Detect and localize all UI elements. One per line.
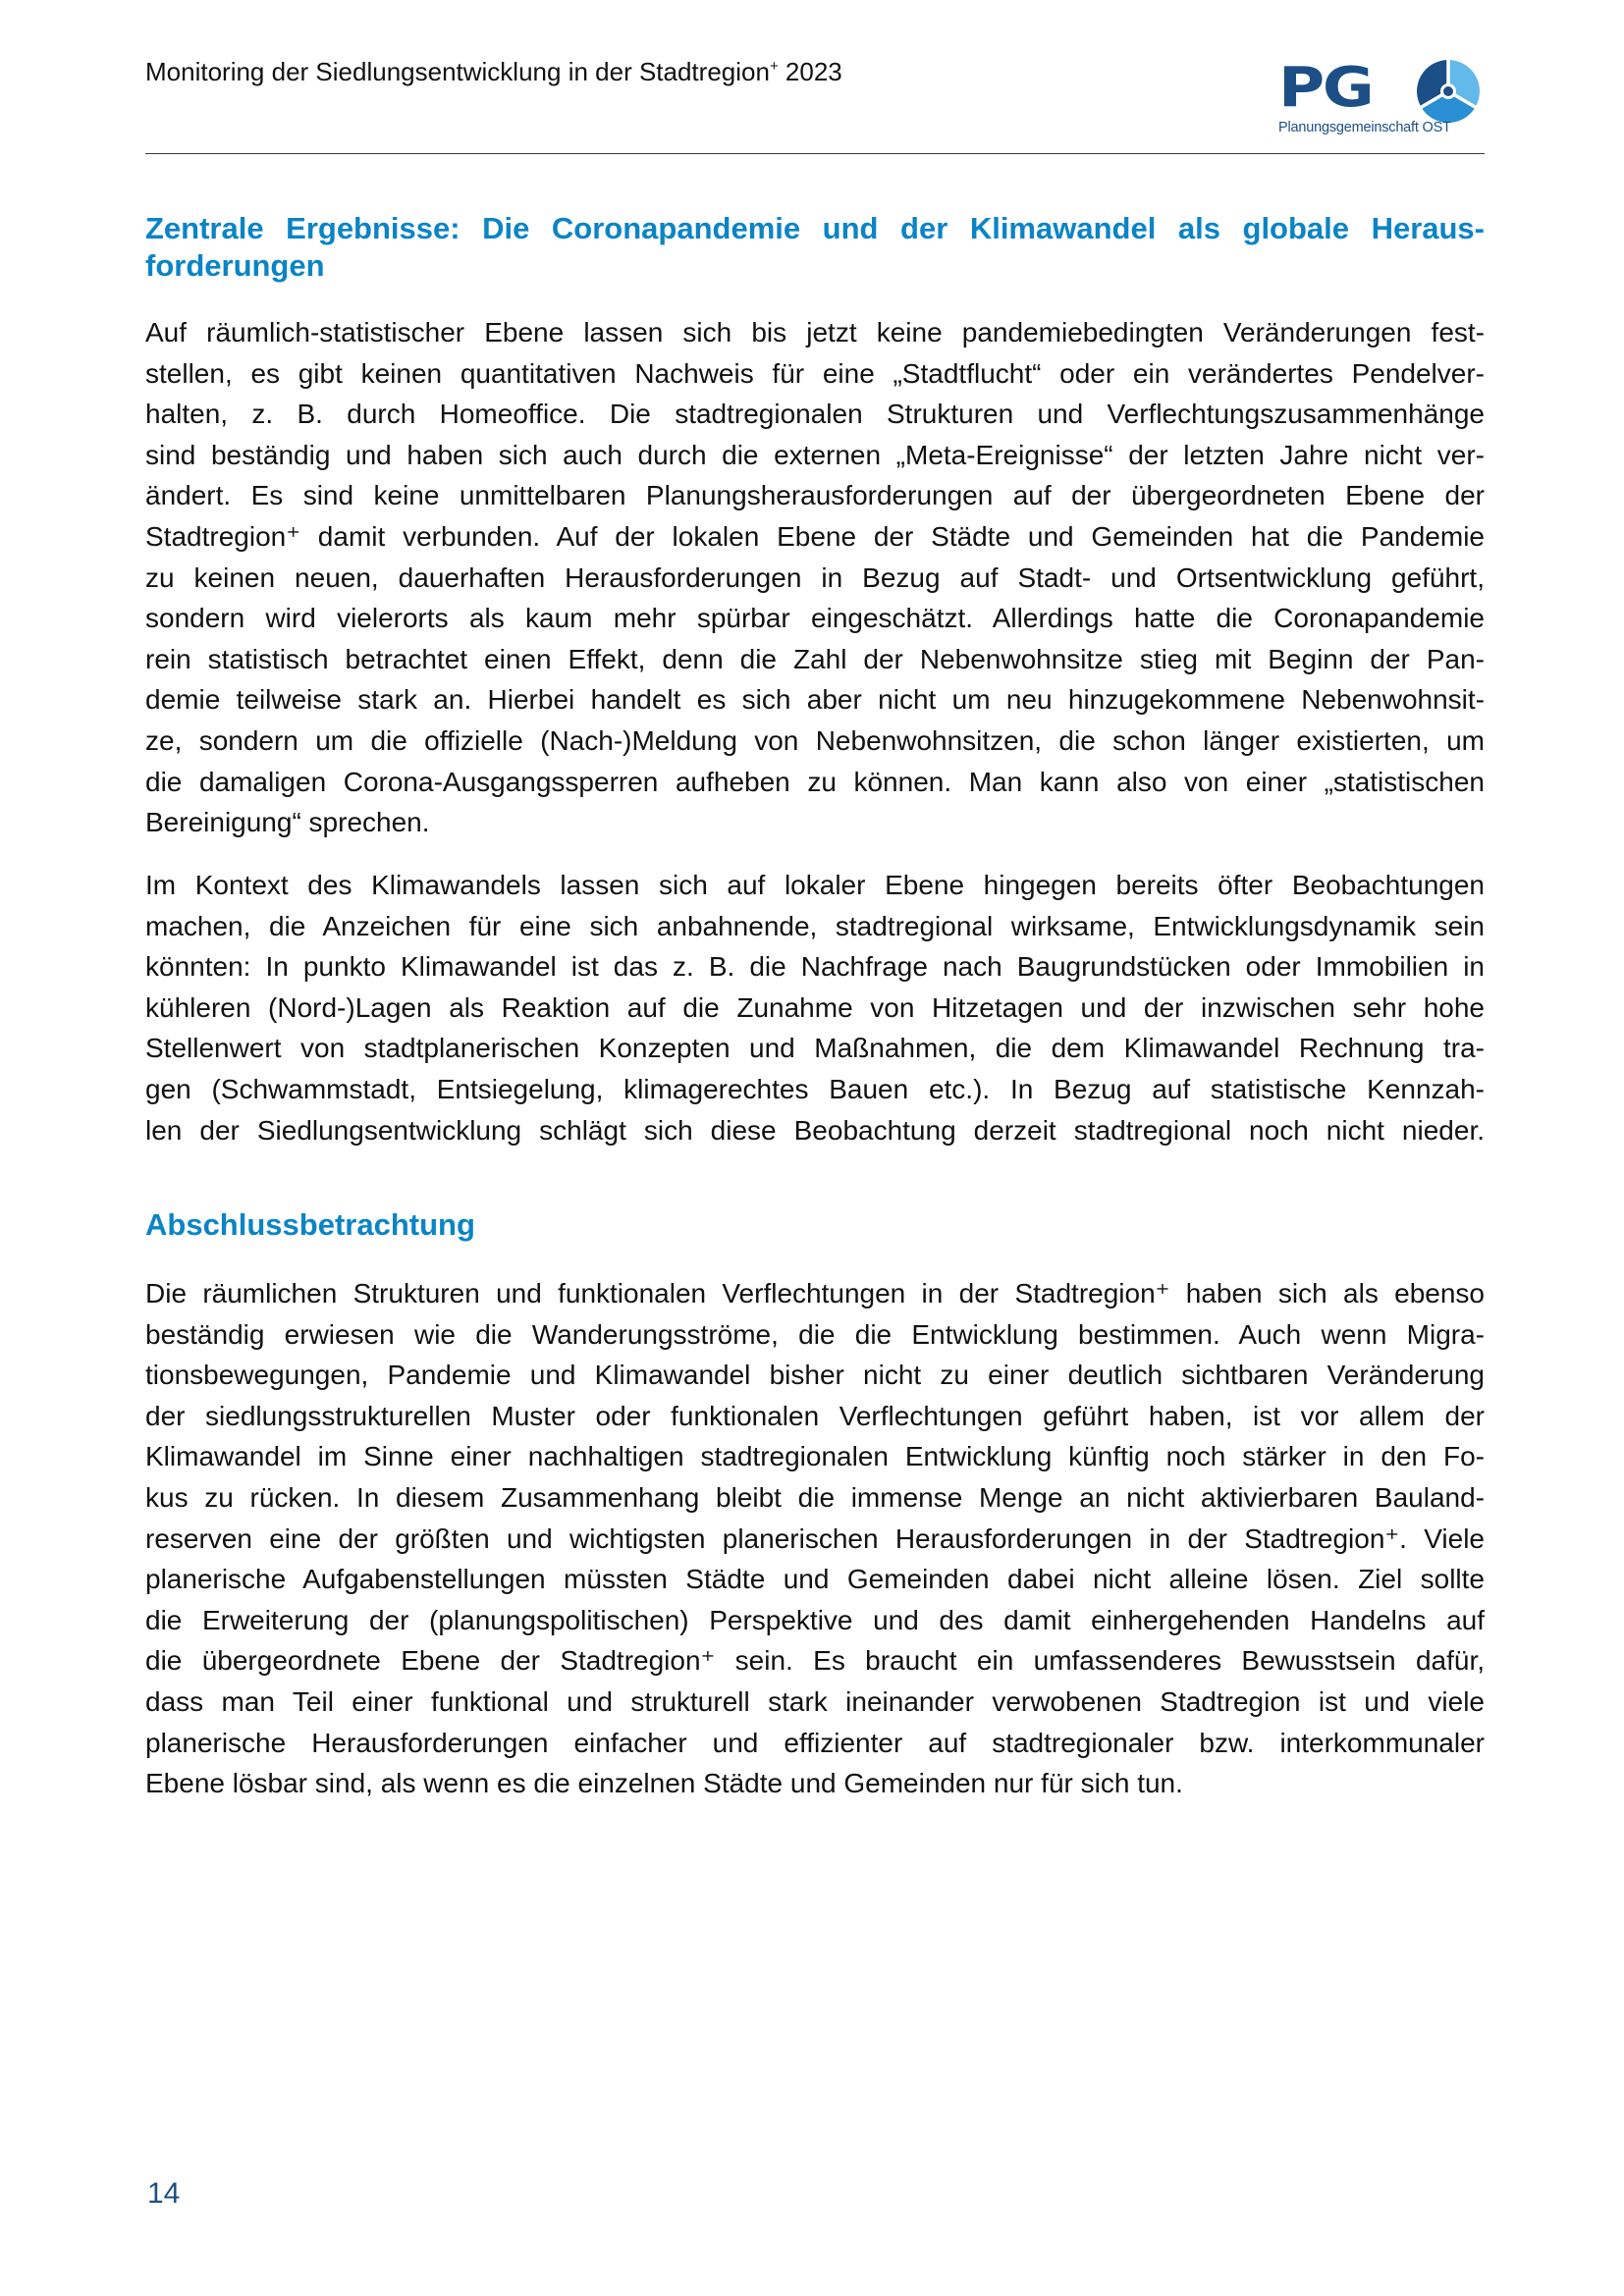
text-line: der siedlungsstrukturellen Muster oder funktionalen Verflechtungen geführt haben, ist vor allem der xyxy=(145,1400,1485,1431)
heading-line: forderungen xyxy=(145,248,325,283)
text-line: beständig erwiesen wie die Wanderungsströme, die die Entwicklung bestimmen. Auch wenn Migra- xyxy=(145,1318,1485,1350)
text-line: Stellenwert von stadtplanerischen Konzepten und Maßnahmen, die dem Klimawandel Rechnung tra- xyxy=(145,1033,1485,1064)
text-line: ze, sondern um die offizielle (Nach-)Meldung von Nebenwohnsitzen, die schon länger existierten, um xyxy=(145,724,1485,756)
text-line: Bereinigung“ sprechen. xyxy=(145,807,430,838)
text-line: die übergeordnete Ebene der Stadtregion⁺ sein. Es braucht ein umfassenderes Bewusstsein dafür, xyxy=(145,1645,1485,1677)
header-title-superscript: + xyxy=(769,58,779,75)
header-title-text: Monitoring der Siedlungsentwicklung in der Stadtregion xyxy=(145,57,770,86)
text-line: könnten: In punkto Klimawandel ist das z. B. die Nachfrage nach Baugrundstücken oder Immobilien in xyxy=(145,951,1485,983)
logo-circle-icon xyxy=(1416,59,1481,124)
page-number: 14 xyxy=(147,2177,181,2210)
section-heading-zentrale-ergebnisse xyxy=(145,210,1485,285)
text-line: die damaligen Corona-Ausgangssperren aufheben zu können. Man kann also von einer „statistischen xyxy=(145,766,1485,797)
text-line: die Erweiterung der (planungspolitischen) Perspektive und des damit einhergehenden Handelns auf xyxy=(145,1604,1485,1635)
running-header-title xyxy=(145,57,842,87)
text-line: kühleren (Nord-)Lagen als Reaktion auf die Zunahme von Hitzetagen und der inzwischen sehr hohe xyxy=(145,991,1485,1023)
text-line: rein statistisch betrachtet einen Effekt, denn die Zahl der Nebenwohnsitze stieg mit Beginn der Pan- xyxy=(145,643,1485,674)
text-line: kus zu rücken. In diesem Zusammenhang bleibt die immense Menge an nicht aktivierbaren Bauland- xyxy=(145,1481,1485,1513)
text-line: gen (Schwammstadt, Entsiegelung, klimagerechtes Bauen etc.). In Bezug auf statistische Kennzah- xyxy=(145,1073,1485,1104)
paragraph-pandemie xyxy=(145,312,1485,843)
text-line: Stadtregion⁺ damit verbunden. Auf der lokalen Ebene der Städte und Gemeinden hat die Pandemie xyxy=(145,520,1485,552)
header-divider xyxy=(145,153,1485,154)
text-line: stellen, es gibt keinen quantitativen Nachweis für eine „Stadtflucht“ oder ein verändertes Pendelver- xyxy=(145,357,1485,389)
logo-subtitle: Planungsgemeinschaft OST xyxy=(1278,120,1451,135)
heading-line: Zentrale Ergebnisse: Die Coronapandemie und der Klimawandel als globale Heraus- xyxy=(145,211,1485,245)
pg-ost-logo xyxy=(1276,56,1488,143)
paragraph-abschluss xyxy=(145,1273,1485,1804)
text-line: machen, die Anzeichen für eine sich anbahnende, stadtregional wirksame, Entwicklungsdynamik sein xyxy=(145,910,1485,941)
text-line: Im Kontext des Klimawandels lassen sich auf lokaler Ebene hingegen bereits öfter Beobachtungen xyxy=(145,870,1485,900)
text-line: dass man Teil einer funktional und strukturell stark ineinander verwobenen Stadtregion ist und viele xyxy=(145,1685,1485,1717)
section-heading-abschlussbetrachtung xyxy=(145,1206,475,1244)
text-line: ändert. Es sind keine unmittelbaren Planungsherausforderungen auf der übergeordneten Ebene der xyxy=(145,480,1485,511)
text-line: sondern wird vielerorts als kaum mehr spürbar eingeschätzt. Allerdings hatte die Coronapandemie xyxy=(145,603,1485,634)
header-title-year: 2023 xyxy=(778,57,842,86)
paragraph-klimawandel xyxy=(145,865,1485,1150)
text-line: sind beständig und haben sich auch durch die externen „Meta-Ereignisse“ der letzten Jahre nicht ver- xyxy=(145,439,1485,470)
text-line: Ebene lösbar sind, als wenn es die einzelnen Städte und Gemeinden nur für sich tun. xyxy=(145,1768,1183,1799)
text-line: Auf räumlich-statistischer Ebene lassen sich bis jetzt keine pandemiebedingten Veränderungen fest- xyxy=(145,317,1485,347)
text-line: planerische Aufgabenstellungen müssten Städte und Gemeinden dabei nicht alleine lösen. Ziel sollte xyxy=(145,1564,1485,1595)
text-line: planerische Herausforderungen einfacher und effizienter auf stadtregionaler bzw. interkommunaler xyxy=(145,1727,1485,1758)
text-line: tionsbewegungen, Pandemie und Klimawandel bisher nicht zu einer deutlich sichtbaren Veränderung xyxy=(145,1360,1485,1391)
text-line: zu keinen neuen, dauerhaften Herausforderungen in Bezug auf Stadt- und Ortsentwicklung geführt, xyxy=(145,561,1485,593)
text-line: halten, z. B. durch Homeoffice. Die stadtregionalen Strukturen und Verflechtungszusammenhänge xyxy=(145,399,1485,430)
text-line: Die räumlichen Strukturen und funktionalen Verflechtungen in der Stadtregion⁺ haben sich als ebenso xyxy=(145,1278,1485,1308)
heading-line: Abschlussbetrachtung xyxy=(145,1207,475,1242)
text-line: Klimawandel im Sinne einer nachhaltigen stadtregionalen Entwicklung künftig noch stärker in den Fo- xyxy=(145,1441,1485,1472)
text-line: reserven eine der größten und wichtigsten planerischen Herausforderungen in der Stadtregion⁺. Viele xyxy=(145,1522,1485,1554)
logo-letters: PG xyxy=(1278,56,1373,120)
text-line: demie teilweise stark an. Hierbei handelt es sich aber nicht um neu hinzugekommene Nebenwohnsit- xyxy=(145,684,1485,716)
text-line: len der Siedlungsentwicklung schlägt sich diese Beobachtung derzeit stadtregional noch nicht nieder. xyxy=(145,1114,1485,1146)
